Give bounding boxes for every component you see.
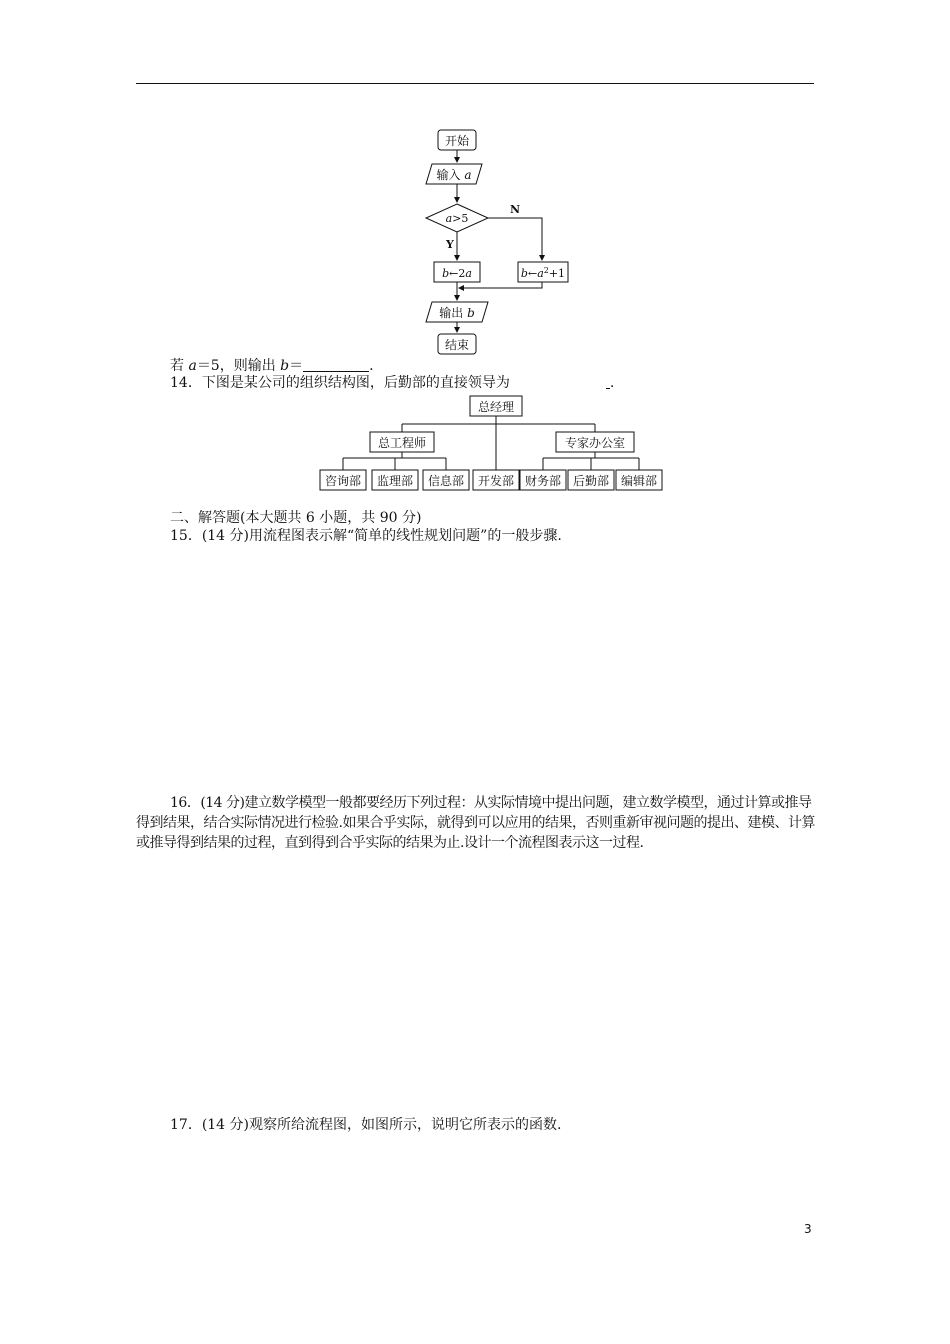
flow-start-label: 开始: [444, 134, 470, 148]
org-level2-label-1: 总工程师: [377, 436, 427, 450]
flowchart-diagram: [410, 120, 590, 360]
q13-blank: [303, 357, 369, 372]
org-leaf-label-7: 编辑部: [620, 474, 658, 488]
org-leaf-label-2: 监理部: [376, 474, 414, 488]
org-root-label: 总经理: [477, 400, 515, 414]
header-rule: [136, 83, 814, 84]
q13-answer-line: 若 a＝5，则输出 b＝ .: [170, 358, 374, 374]
flow-no-formula: $b\leftarrow a^2+1$: [520, 266, 566, 280]
flow-yes-label: Y: [446, 238, 454, 251]
page-number: 3: [804, 1222, 812, 1236]
org-leaf-label-5: 财务部: [524, 474, 562, 488]
org-leaf-label-6: 后勤部: [572, 474, 610, 488]
flow-decision-label: a>5: [445, 212, 469, 225]
section2-header: 二、解答题(本大题共 6 小题，共 90 分): [170, 510, 422, 526]
q16-text: 16．(14 分)建立数学模型一般都要经历下列过程：从实际情境中提出问题，建立数学模型，通过计算或推导得到结果，结合实际情况进行检验.如果合乎实际，就得到可以应用的结果，否则重新审视问题的提出、建模、计算或推导得到结果的过程，直到得到合乎实际的结果为止.设计一个流程图表示这一过程.: [136, 795, 815, 851]
flow-yes-formula: b←2a: [442, 267, 472, 280]
org-leaf-label-4: 开发部: [477, 474, 515, 488]
org-leaf-label-1: 咨询部: [324, 474, 362, 488]
org-chart: [310, 392, 670, 494]
q15-text: 15．(14 分)用流程图表示解“简单的线性规划问题”的一般步骤.: [170, 528, 562, 544]
flow-end-label: 结束: [444, 338, 470, 352]
flow-input-label: 输入 a: [436, 168, 472, 182]
q17-text: 17．(14 分)观察所给流程图，如图所示，说明它所表示的函数.: [170, 1117, 562, 1133]
org-leaf-label-3: 信息部: [427, 474, 465, 488]
flow-no-label: N: [510, 203, 521, 216]
q14-text: 14．下图是某公司的组织结构图，后勤部的直接领导为 .: [170, 375, 615, 391]
flow-output-label: 输出 b: [439, 306, 475, 320]
org-level2-label-2: 专家办公室: [564, 436, 626, 450]
